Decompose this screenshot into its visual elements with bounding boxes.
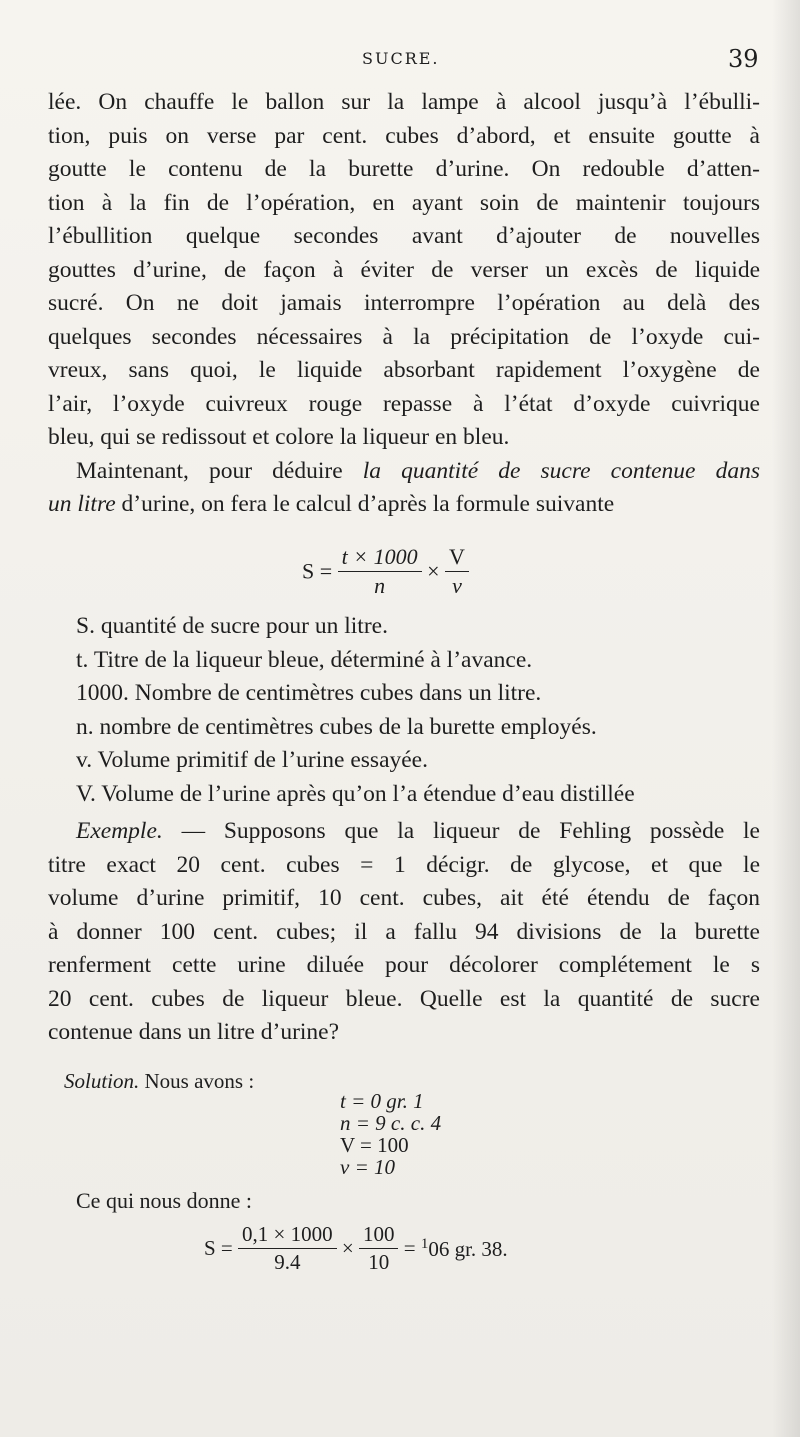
text-line: sucré. On ne doit jamais interrompre l’opération au delà des bbox=[48, 290, 760, 316]
solution-conclusion: Ce qui nous donne : bbox=[76, 1188, 252, 1213]
text-line: quelques secondes nécessaires à la précipitation de l’oxyde cui- bbox=[48, 323, 760, 350]
solution-label: Solution. bbox=[64, 1069, 140, 1093]
solution-values bbox=[340, 1090, 441, 1178]
formula-times: × bbox=[427, 558, 440, 584]
paragraph2-italic: la quantité de sucre contenue dans bbox=[362, 457, 760, 484]
page-header bbox=[0, 45, 800, 75]
running-title: SUCRE. bbox=[362, 49, 440, 68]
text-line: lée. On chauffe le ballon sur la lampe à alcool jusqu’à l’ébulli- bbox=[48, 89, 760, 115]
paragraph2-start: Maintenant, pour déduire bbox=[76, 457, 363, 484]
definition-item: t. Titre de la liqueur bleue, déterminé à l’avance. bbox=[76, 646, 533, 673]
solution-value: t = 0 gr. 1 bbox=[340, 1089, 424, 1113]
definition-item: v. Volume primitif de l’urine essayée. bbox=[76, 747, 428, 773]
formula2-times: × bbox=[341, 1236, 354, 1260]
text-line: gouttes d’urine, de façon à éviter de verser un excès de liquide bbox=[48, 256, 760, 283]
formula2-equals: = bbox=[403, 1236, 416, 1260]
text-line: l’air, l’oxyde cuivreux rouge repasse à l’état d’oxyde cuivrique bbox=[48, 390, 760, 417]
text-line: renferment cette urine diluée pour décolorer complétement le s bbox=[48, 952, 760, 978]
definitions-list bbox=[76, 610, 766, 811]
text-line bbox=[48, 488, 760, 522]
formula-result bbox=[204, 1222, 508, 1275]
formula-numerator: t × 1000 bbox=[338, 544, 422, 572]
text-line: 20 cent. cubes de liqueur bleue. Quelle est la quantité de sucre bbox=[48, 985, 760, 1012]
page-edge-shadow bbox=[772, 0, 800, 1437]
text-line: vreux, sans quoi, le liquide absorbant rapidement l’oxygène de bbox=[48, 357, 760, 383]
definition-item: S. quantité de sucre pour un litre. bbox=[76, 613, 388, 639]
formula-lhs: S = bbox=[302, 558, 333, 584]
formula2-fraction-2 bbox=[359, 1222, 399, 1275]
page-number: 39 bbox=[728, 45, 759, 73]
text-line: l’ébullition quelque secondes avant d’ajouter de nouvelles bbox=[48, 223, 760, 249]
example-paragraph bbox=[48, 815, 760, 1050]
solution-value: V = 100 bbox=[340, 1133, 409, 1157]
text-line bbox=[48, 815, 760, 849]
formula2-denominator-2: 10 bbox=[368, 1250, 390, 1274]
formula2-lhs: S = bbox=[204, 1236, 233, 1260]
formula-denominator-2: v bbox=[452, 573, 462, 598]
definition-item: V. Volume de l’urine après qu’on l’a étendue d’eau distillée bbox=[76, 780, 635, 807]
formula2-fraction-1 bbox=[238, 1222, 337, 1275]
paragraph2-end: d’urine, on fera le calcul d’après la formule suivante bbox=[115, 491, 615, 517]
text-line bbox=[48, 455, 760, 489]
paragraph-body bbox=[48, 86, 760, 522]
formula2-numerator-2: 100 bbox=[359, 1222, 399, 1249]
text-line: titre exact 20 cent. cubes = 1 décigr. de glycose, et que le bbox=[48, 851, 760, 878]
example-text: — Supposons que la liqueur de Fehling possède le bbox=[162, 818, 760, 844]
solution-intro: Nous avons : bbox=[139, 1069, 255, 1093]
definition-item: 1000. Nombre de centimètres cubes dans un litre. bbox=[76, 680, 542, 706]
formula2-numerator: 0,1 × 1000 bbox=[238, 1222, 337, 1249]
formula-fraction-1 bbox=[338, 544, 422, 599]
formula2-result bbox=[421, 1237, 508, 1261]
text-line: à donner 100 cent. cubes; il a fallu 94 divisions de la burette bbox=[48, 918, 760, 945]
example-label: Exemple. bbox=[76, 818, 163, 844]
solution-heading bbox=[64, 1070, 254, 1092]
solution-value: n = 9 c. c. 4 bbox=[340, 1111, 442, 1135]
formula2-denominator: 9.4 bbox=[274, 1250, 301, 1274]
text-line: contenue dans un litre d’urine? bbox=[48, 1019, 340, 1045]
formula-main bbox=[302, 544, 469, 599]
paragraph2-italic-2: un litre bbox=[48, 491, 116, 517]
text-line: tion à la fin de l’opération, en ayant soin de maintenir toujours bbox=[48, 189, 760, 216]
formula-numerator-2: V bbox=[445, 544, 469, 572]
definition-item: n. nombre de centimètres cubes de la burette employés. bbox=[76, 713, 597, 740]
text-line: goutte le contenu de la burette d’urine. On redouble d’atten- bbox=[48, 156, 760, 182]
text-line: bleu, qui se redissout et colore la liqueur en bleu. bbox=[48, 424, 510, 450]
formula2-result-value: 06 gr. 38. bbox=[428, 1236, 508, 1261]
text-line: volume d’urine primitif, 10 cent. cubes, ait été étendu de façon bbox=[48, 885, 760, 911]
formula-denominator: n bbox=[374, 573, 386, 598]
formula2-result-sup: 1 bbox=[420, 1235, 429, 1252]
solution-value: v = 10 bbox=[340, 1155, 395, 1179]
formula-fraction-2 bbox=[445, 544, 469, 599]
text-line: tion, puis on verse par cent. cubes d’abord, et ensuite goutte à bbox=[48, 122, 760, 149]
